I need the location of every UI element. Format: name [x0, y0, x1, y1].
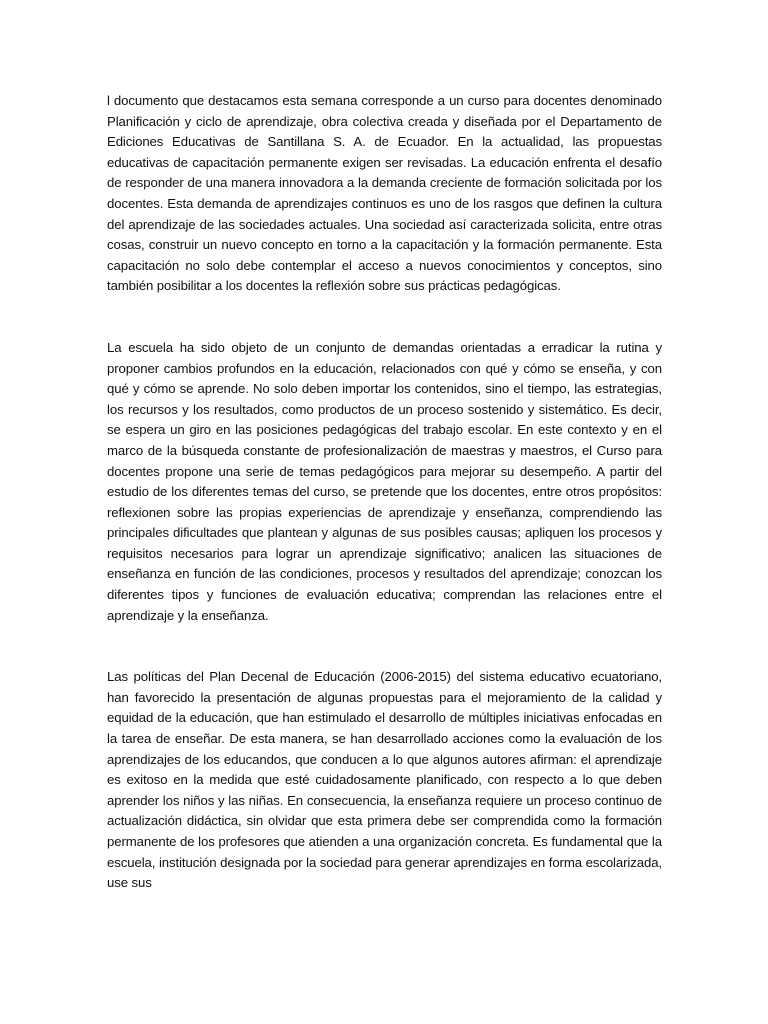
paragraph-2: La escuela ha sido objeto de un conjunto de demandas orientadas a erradicar la rutina y proponer cambios profundos en la educación, relacionados con qué y cómo se enseña, y con qué y cómo se aprende. No solo deben importar los contenidos, sino el tiempo, las estrategias, los recursos y los resultados, como productos de un proceso sostenido y sistemático. Es decir, se espera un giro en las posiciones pedagógicas del trabajo escolar. En este contexto y en el marco de la búsqueda constante de profesionalización de maestras y maestros, el Curso para docentes propone una serie de temas pedagógicos para mejorar su desempeño. A partir del estudio de los diferentes temas del curso, se pretende que los docentes, entre otros propósitos: reflexionen sobre las propias experiencias de aprendizaje y enseñanza, comprendiendo las principales dificultades que plantean y algunas de sus posibles causas; apliquen los procesos y requisitos necesarios para lograr un aprendizaje significativo; analicen las situaciones de enseñanza en función de las condiciones, procesos y resultados del aprendizaje; conozcan los diferentes tipos y funciones de evaluación educativa; comprendan las relaciones entre el aprendizaje y la enseñanza. [107, 339, 662, 623]
paragraph-3: Las políticas del Plan Decenal de Educación (2006-2015) del sistema educativo ecuatoriano, han favorecido la presentación de algunas propuestas para el mejoramiento de la calidad y equidad de la educación, que han estimulado el desarrollo de múltiples iniciativas enfocadas en la tarea de enseñar. De esta manera, se han desarrollado acciones como la evaluación de los aprendizajes de los educandos, que conducen a lo que algunos autores afirman: el aprendizaje es exitoso en la medida que esté cuidadosamente planificado, con respecto a lo que deben aprender los niños y las niñas. En consecuencia, la enseñanza requiere un proceso continuo de actualización didáctica, sin olvidar que esta primera debe ser comprendida como la formación permanente de los profesores que atienden a una organización concreta. Es fundamental que la escuela, institución designada por la sociedad para generar aprendizajes en forma escolarizada, use sus [107, 669, 662, 891]
paragraph-1: l documento que destacamos esta semana corresponde a un curso para docentes denominado Planificación y ciclo de aprendizaje, obra colectiva creada y diseñada por el Departamento de Ediciones Educativas de Santillana S. A. de Ecuador. En la actualidad, las propuestas educativas de capacitación permanente exigen ser revisadas. La educación enfrenta el desafío de responder de una manera innovadora a la demanda creciente de formación solicitada por los docentes. Esta demanda de aprendizajes continuos es uno de los rasgos que definen la cultura del aprendizaje de las sociedades actuales. Una sociedad así caracterizada solicita, entre otras cosas, construir un nuevo concepto en torno a la capacitación y la formación permanente. Esta capacitación no solo debe contemplar el acceso a nuevos conocimientos y conceptos, sino también posibilitar a los docentes la reflexión sobre sus prácticas pedagógicas. [107, 93, 662, 294]
document-page [107, 91, 662, 894]
